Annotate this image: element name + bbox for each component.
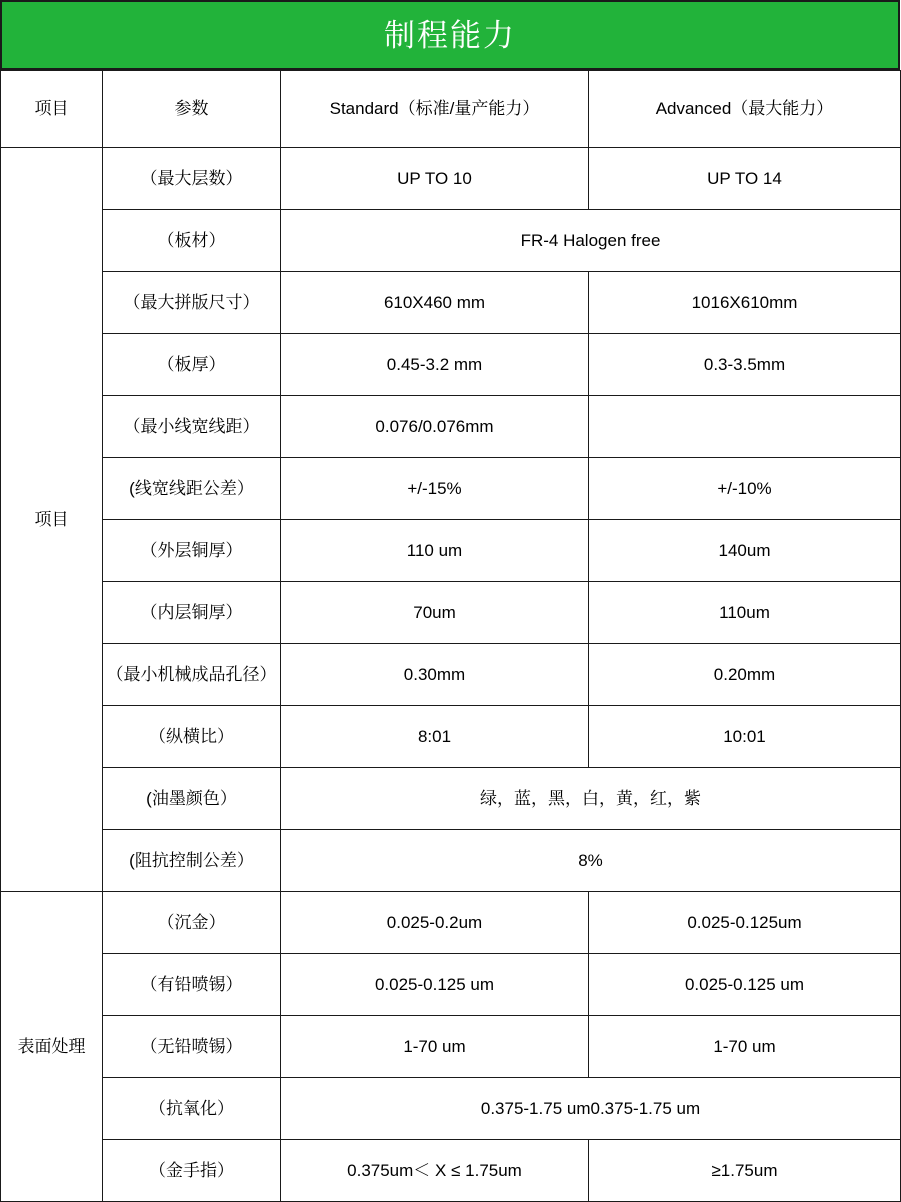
column-header-advanced: Advanced（最大能力） (589, 71, 901, 148)
table-header (1, 71, 901, 148)
advanced-value: +/-10% (589, 458, 901, 520)
standard-value: 0.45-3.2 mm (281, 334, 589, 396)
table-row (1, 1016, 901, 1078)
advanced-value: 0.025-0.125um (589, 892, 901, 954)
parameter-label: （板厚） (103, 334, 281, 396)
parameter-label: （抗氧化） (103, 1078, 281, 1140)
parameter-label: (线宽线距公差） (103, 458, 281, 520)
parameter-label: (阻抗控制公差） (103, 830, 281, 892)
standard-value: 0.076/0.076mm (281, 396, 589, 458)
standard-value: 0.375-1.75 um0.375-1.75 um (281, 1078, 901, 1140)
parameter-label: （无铅喷锡） (103, 1016, 281, 1078)
advanced-value: 1-70 um (589, 1016, 901, 1078)
standard-value: 1-70 um (281, 1016, 589, 1078)
table-row (1, 458, 901, 520)
table-body (1, 148, 901, 1202)
table-row (1, 520, 901, 582)
row-group-label: 表面处理 (1, 892, 103, 1202)
table-row (1, 644, 901, 706)
parameter-label: （最小线宽线距） (103, 396, 281, 458)
standard-value: 110 um (281, 520, 589, 582)
advanced-value: UP TO 14 (589, 148, 901, 210)
parameter-label: （最大层数） (103, 148, 281, 210)
parameter-label: （最小机械成品孔径） (103, 644, 281, 706)
parameter-label: (油墨颜色） (103, 768, 281, 830)
standard-value: 0.025-0.125 um (281, 954, 589, 1016)
column-header-group: 项目 (1, 71, 103, 148)
advanced-value: 0.20mm (589, 644, 901, 706)
page-title: 制程能力 (384, 17, 516, 53)
table-row (1, 148, 901, 210)
column-header-param: 参数 (103, 71, 281, 148)
parameter-label: （有铅喷锡） (103, 954, 281, 1016)
table-row (1, 1140, 901, 1202)
standard-value: 绿，蓝，黑，白，黄，红，紫 (281, 768, 901, 830)
table-row (1, 768, 901, 830)
table-row (1, 210, 901, 272)
parameter-label: （纵横比） (103, 706, 281, 768)
standard-value: 0.025-0.2um (281, 892, 589, 954)
advanced-value: 140um (589, 520, 901, 582)
standard-value: 8:01 (281, 706, 589, 768)
advanced-value: 0.025-0.125 um (589, 954, 901, 1016)
standard-value: +/-15% (281, 458, 589, 520)
parameter-label: （金手指） (103, 1140, 281, 1202)
standard-value: 70um (281, 582, 589, 644)
table-row (1, 892, 901, 954)
advanced-value (589, 396, 901, 458)
advanced-value: 110um (589, 582, 901, 644)
standard-value: 8% (281, 830, 901, 892)
table-row (1, 582, 901, 644)
parameter-label: （外层铜厚） (103, 520, 281, 582)
parameter-label: （内层铜厚） (103, 582, 281, 644)
parameter-label: （沉金） (103, 892, 281, 954)
standard-value: 0.30mm (281, 644, 589, 706)
table-header-row (1, 71, 901, 148)
process-capability-table (0, 70, 901, 1202)
standard-value: UP TO 10 (281, 148, 589, 210)
table-row (1, 954, 901, 1016)
table-row (1, 396, 901, 458)
advanced-value: 10:01 (589, 706, 901, 768)
table-row (1, 1078, 901, 1140)
advanced-value: 0.3-3.5mm (589, 334, 901, 396)
standard-value: 610X460 mm (281, 272, 589, 334)
row-group-label: 项目 (1, 148, 103, 892)
parameter-label: （板材） (103, 210, 281, 272)
table-row (1, 830, 901, 892)
table-row (1, 706, 901, 768)
column-header-standard: Standard（标准/量产能力） (281, 71, 589, 148)
table-row (1, 272, 901, 334)
advanced-value: 1016X610mm (589, 272, 901, 334)
advanced-value: ≥1.75um (589, 1140, 901, 1202)
standard-value: 0.375um＜ X ≤ 1.75um (281, 1140, 589, 1202)
standard-value: FR-4 Halogen free (281, 210, 901, 272)
table-row (1, 334, 901, 396)
parameter-label: （最大拼版尺寸） (103, 272, 281, 334)
page-title-banner (0, 0, 900, 70)
